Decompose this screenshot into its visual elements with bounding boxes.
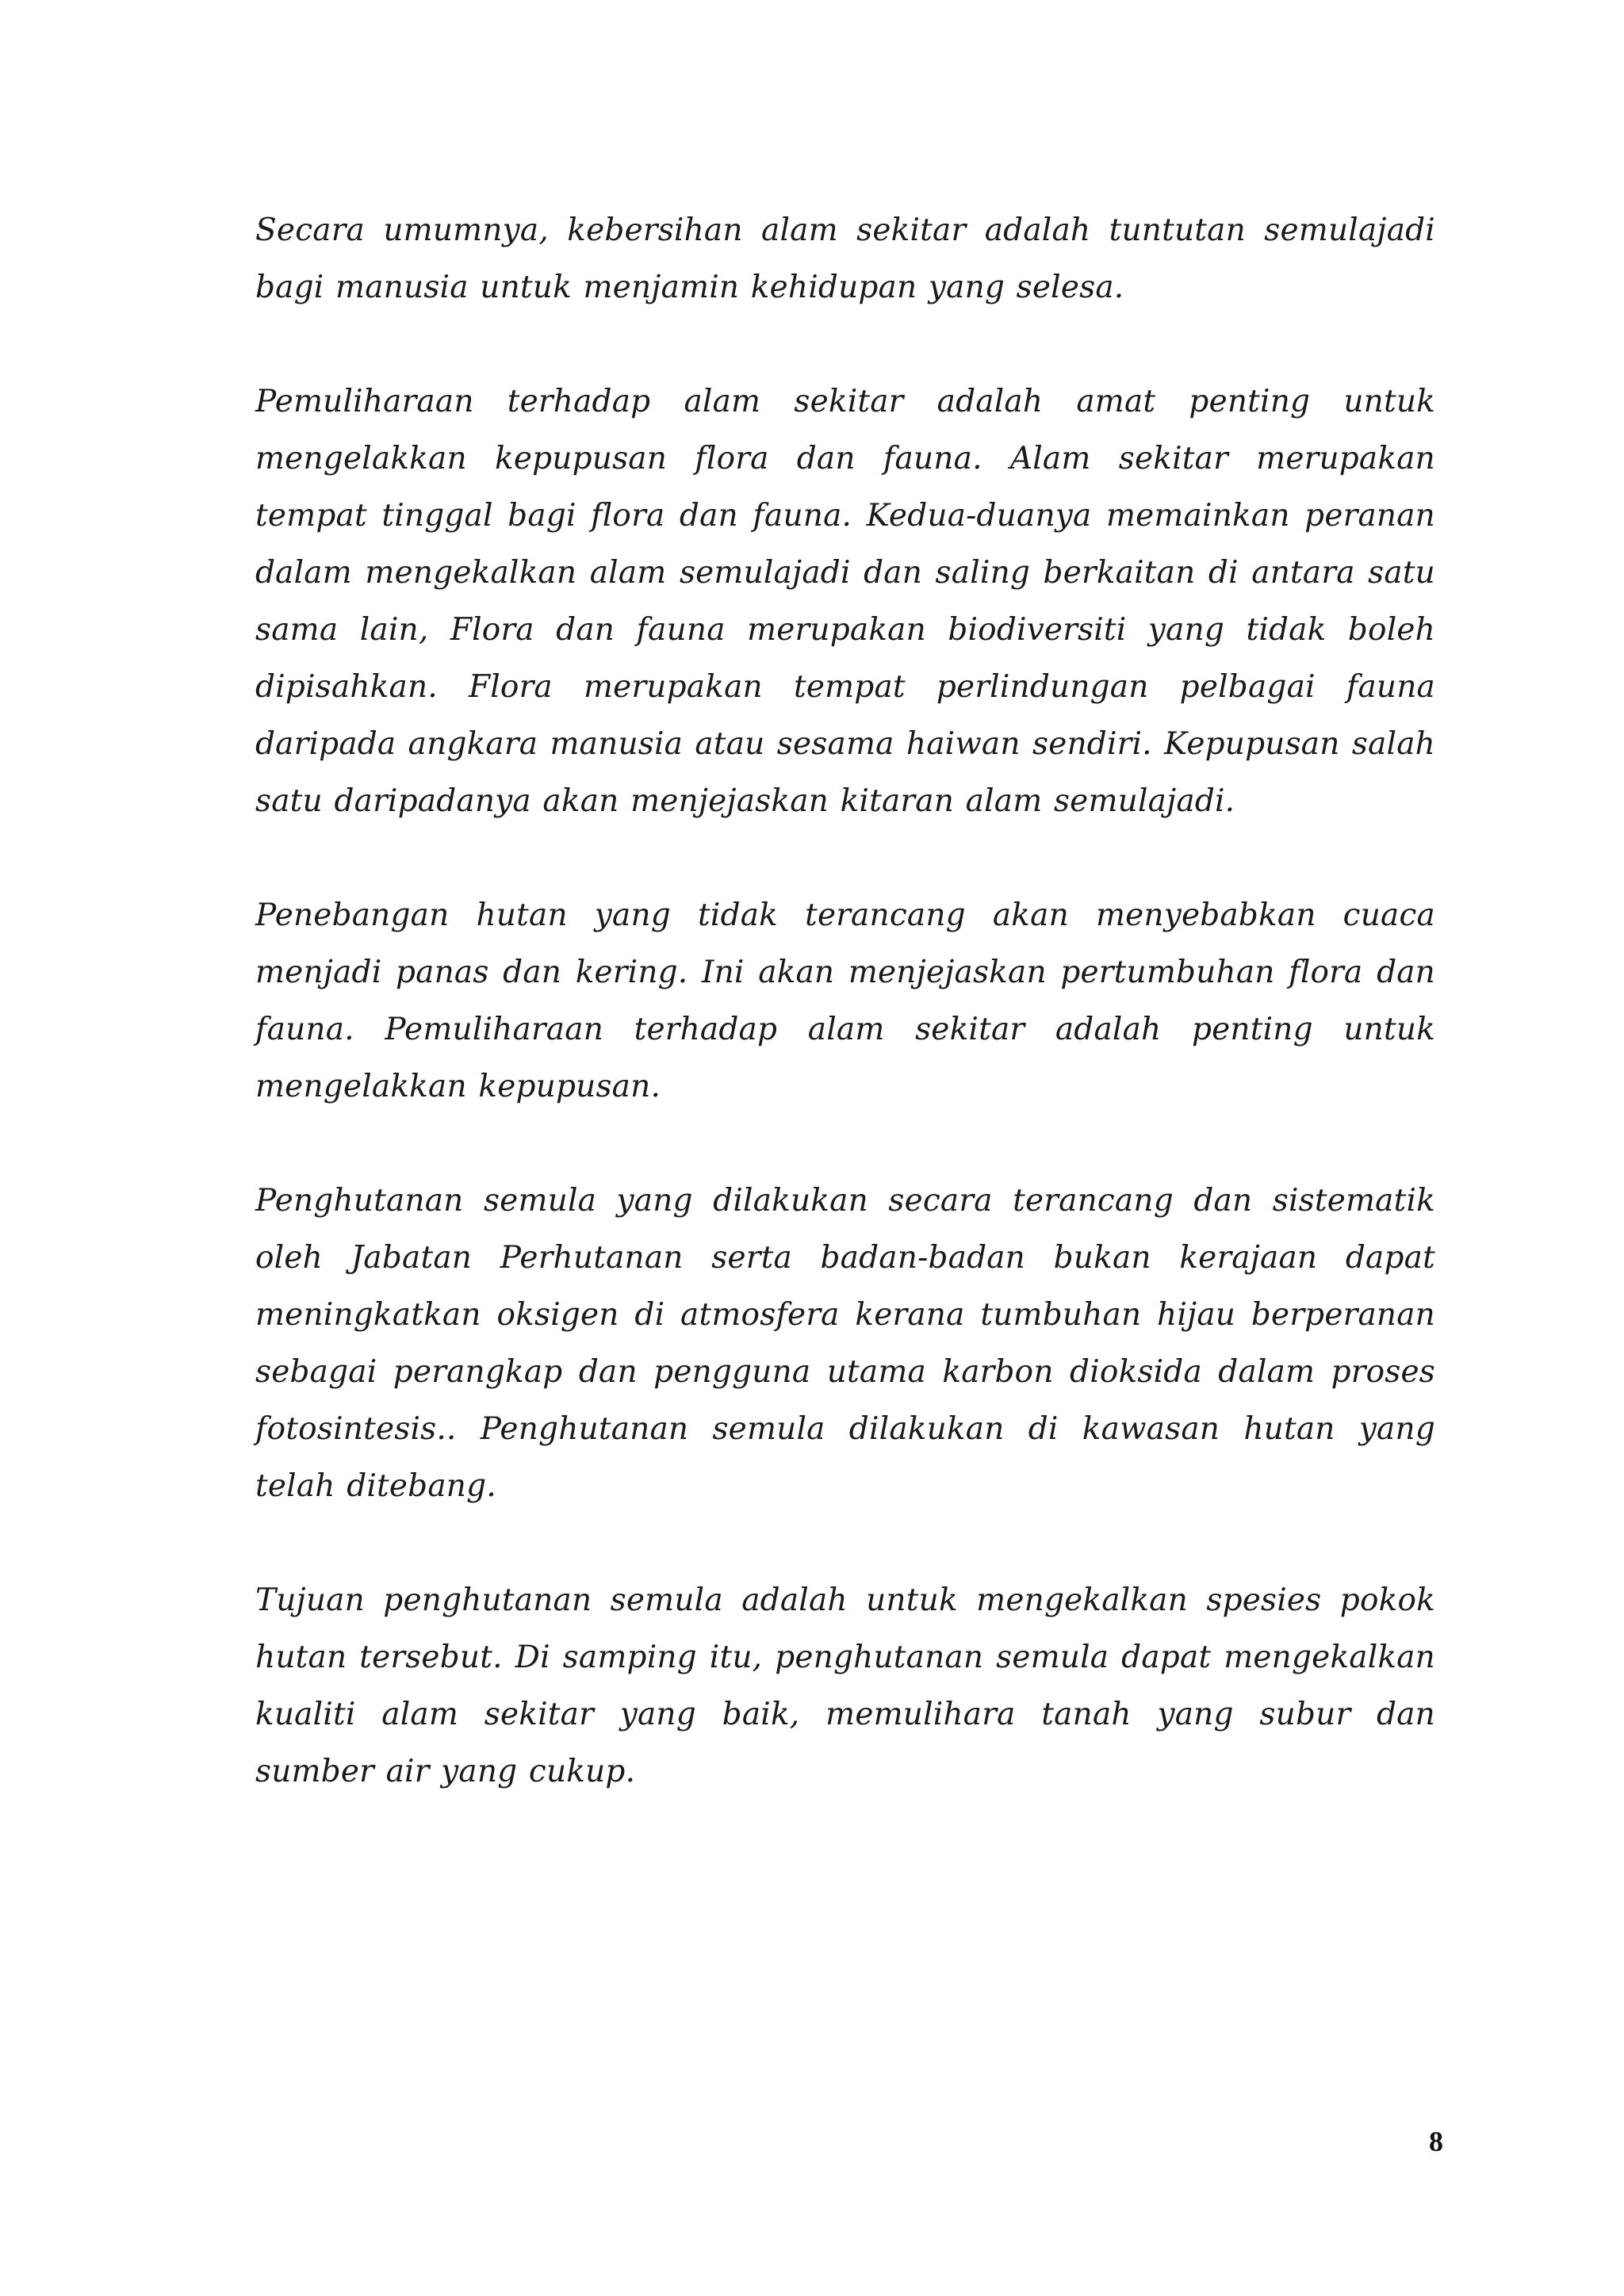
paragraph-5: Tujuan penghutanan semula adalah untuk mengekalkan spesies pokok hutan tersebut. Di samping itu, penghutanan semula dapat mengekalkan kualiti alam sekitar yang baik, memulihara tanah yang subur dan sumber air yang cukup. xyxy=(255,1582,1435,1789)
paragraph-3: Penebangan hutan yang tidak terancang akan menyebabkan cuaca menjadi panas dan kering. Ini akan menjejaskan pertumbuhan flora dan fauna. Pemuliharaan terhadap alam sekitar adalah penting untuk mengelakkan kepupusan. xyxy=(255,897,1435,1104)
paragraph-4: Penghutanan semula yang dilakukan secara terancang dan sistematik oleh Jabatan Perhutanan serta badan-badan bukan kerajaan dapat meningkatkan oksigen di atmosfera kerana tumbuhan hijau berperanan sebagai perangkap dan pengguna utama karbon dioksida dalam proses fotosintesis.. Penghutanan semula dilakukan di kawasan hutan yang telah ditebang. xyxy=(255,1183,1435,1504)
paragraph-1: Secara umumnya, kebersihan alam sekitar adalah tuntutan semulajadi bagi manusia untuk menjamin kehidupan yang selesa. xyxy=(255,212,1435,305)
paragraph-2: Pemuliharaan terhadap alam sekitar adalah amat penting untuk mengelakkan kepupusan flora dan fauna. Alam sekitar merupakan tempat tinggal bagi flora dan fauna. Kedua-duanya memainkan peranan dalam mengekalkan alam semulajadi dan saling berkaitan di antara satu sama lain, Flora dan fauna merupakan biodiversiti yang tidak boleh dipisahkan. Flora merupakan tempat perlindungan pelbagai fauna daripada angkara manusia atau sesama haiwan sendiri. Kepupusan salah satu daripadanya akan menjejaskan kitaran alam semulajadi. xyxy=(255,384,1435,819)
body-text xyxy=(255,202,1435,1858)
page-number: 8 xyxy=(1429,2126,1443,2157)
